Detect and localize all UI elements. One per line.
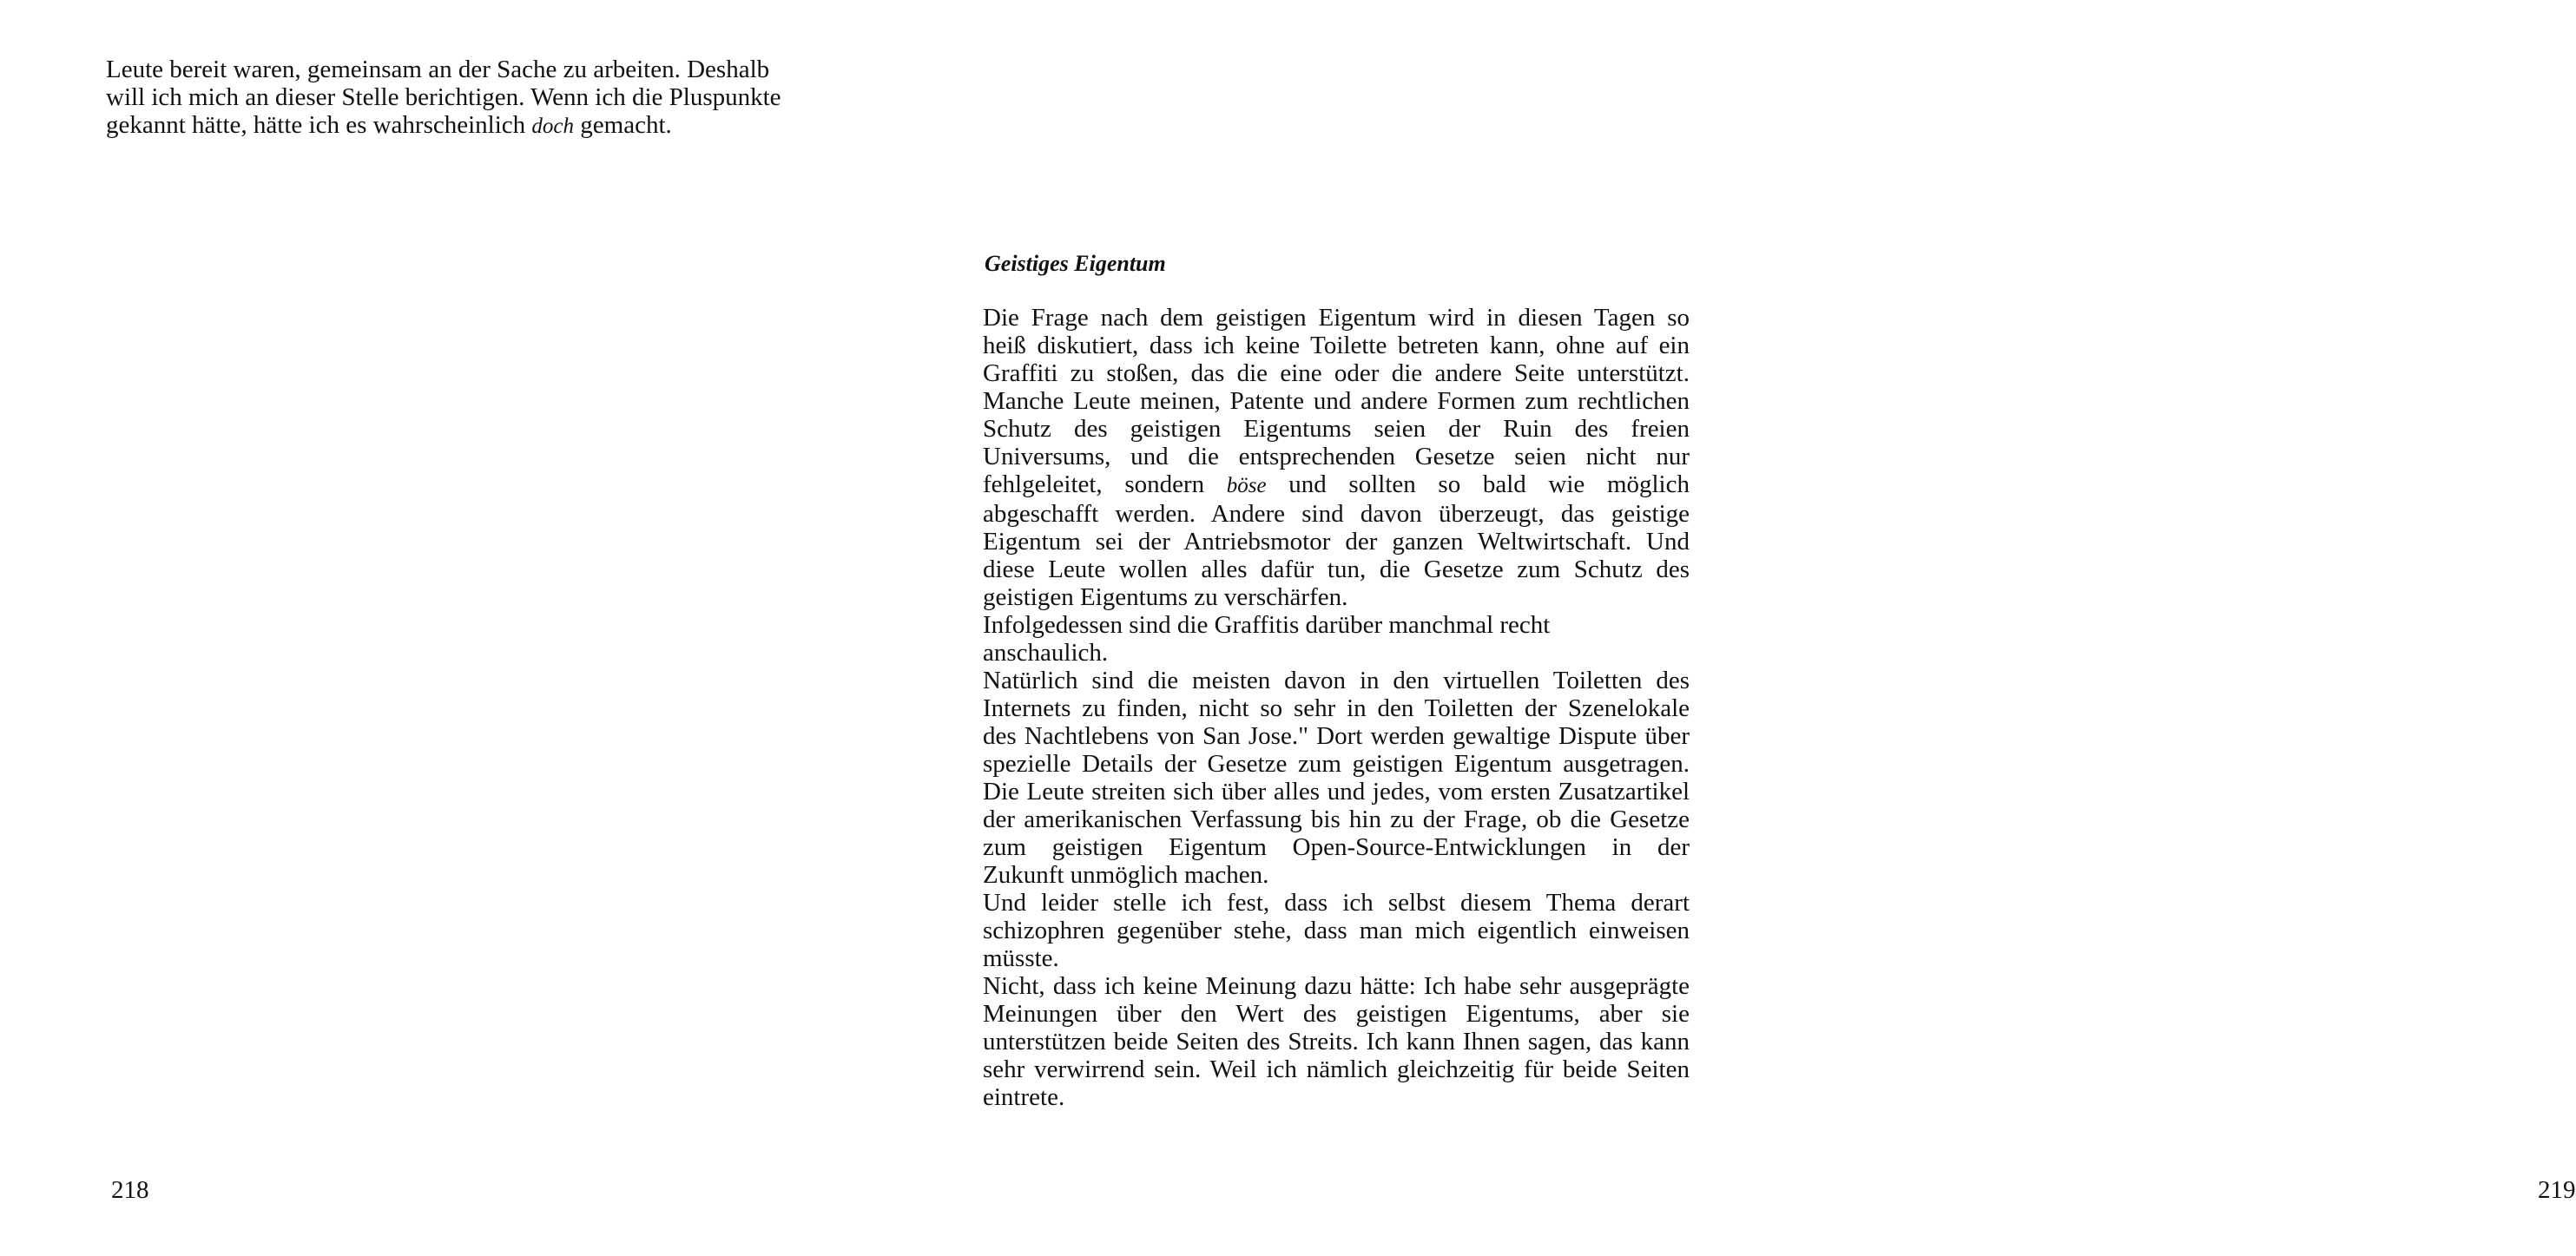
text-line: will ich mich an dieser Stelle berichtigen. Wenn ich die Pluspunkte	[106, 83, 781, 111]
right-body-text	[983, 304, 1690, 1111]
text-line: anschaulich.	[983, 639, 1109, 667]
text-line: sehr verwirrend sein. Weil ich nämlich gleichzeitig für beide Seiten	[983, 1055, 1690, 1083]
text-segment: gemacht.	[574, 111, 672, 139]
text-line: Eigentum sei der Antriebsmotor der ganzen Weltwirtschaft. Und	[983, 528, 1690, 556]
text-line: Nicht, dass ich keine Meinung dazu hätte: Ich habe sehr ausgeprägte	[983, 972, 1690, 1000]
text-line: diese Leute wollen alles dafür tun, die Gesetze zum Schutz des	[983, 556, 1690, 583]
text-line: des Nachtlebens von San Jose." Dort werden gewaltige Dispute über	[983, 722, 1690, 750]
text-line: Die Leute streiten sich über alles und jedes, vom ersten Zusatzartikel	[983, 778, 1690, 806]
text-line: schizophren gegenüber stehe, dass man mich eigentlich einweisen	[983, 917, 1690, 944]
page-number-right: 219	[2538, 1176, 2576, 1204]
text-line: Universums, und die entsprechenden Gesetze seien nicht nur	[983, 443, 1690, 470]
right-page	[889, 0, 2576, 1256]
text-line: Infolgedessen sind die Graffitis darüber manchmal recht	[983, 611, 1551, 639]
text-line: unterstützen beide Seiten des Streits. Ich kann Ihnen sagen, das kann	[983, 1028, 1690, 1055]
left-paragraph	[106, 56, 818, 141]
text-line: Graffiti zu stoßen, das die eine oder die andere Seite unterstützt.	[983, 359, 1690, 387]
text-line: Manche Leute meinen, Patente und andere Formen zum rechtlichen	[983, 387, 1690, 415]
text-line: geistigen Eigentums zu verschärfen.	[983, 583, 1348, 611]
text-segment: und sollten so bald wie möglich	[1266, 470, 1690, 498]
emphasis-word: böse	[1226, 474, 1267, 497]
text-line: zum geistigen Eigentum Open-Source-Entwicklungen in der	[983, 833, 1690, 861]
text-line: Schutz des geistigen Eigentums seien der Ruin des freien	[983, 415, 1690, 443]
text-line: abgeschafft werden. Andere sind davon überzeugt, das geistige	[983, 500, 1690, 528]
text-line	[106, 111, 818, 141]
page-number-left: 218	[111, 1176, 149, 1204]
section-heading: Geistiges Eigentum	[985, 251, 1166, 276]
left-page	[0, 0, 889, 1256]
text-line: spezielle Details der Gesetze zum geistigen Eigentum ausgetragen.	[983, 750, 1690, 778]
text-line: Leute bereit waren, gemeinsam an der Sache zu arbeiten. Deshalb	[106, 56, 770, 83]
text-segment: fehlgeleitet, sondern	[983, 470, 1227, 498]
text-segment: gekannt hätte, hätte ich es wahrscheinlich	[106, 111, 532, 139]
text-line: heiß diskutiert, dass ich keine Toilette betreten kann, ohne auf ein	[983, 332, 1690, 359]
text-line: Natürlich sind die meisten davon in den virtuellen Toiletten des	[983, 667, 1690, 694]
text-line	[983, 470, 1690, 500]
text-line: eintrete.	[983, 1083, 1065, 1111]
text-line: Die Frage nach dem geistigen Eigentum wird in diesen Tagen so	[983, 304, 1690, 332]
text-line: Meinungen über den Wert des geistigen Eigentums, aber sie	[983, 1000, 1690, 1028]
text-line: Zukunft unmöglich machen.	[983, 861, 1269, 889]
text-line: Internets zu finden, nicht so sehr in den Toiletten der Szenelokale	[983, 694, 1690, 722]
emphasis-word: doch	[531, 115, 575, 138]
text-line: der amerikanischen Verfassung bis hin zu der Frage, ob die Gesetze	[983, 806, 1690, 833]
text-line: Und leider stelle ich fest, dass ich selbst diesem Thema derart	[983, 889, 1690, 917]
text-line: müsste.	[983, 944, 1059, 972]
